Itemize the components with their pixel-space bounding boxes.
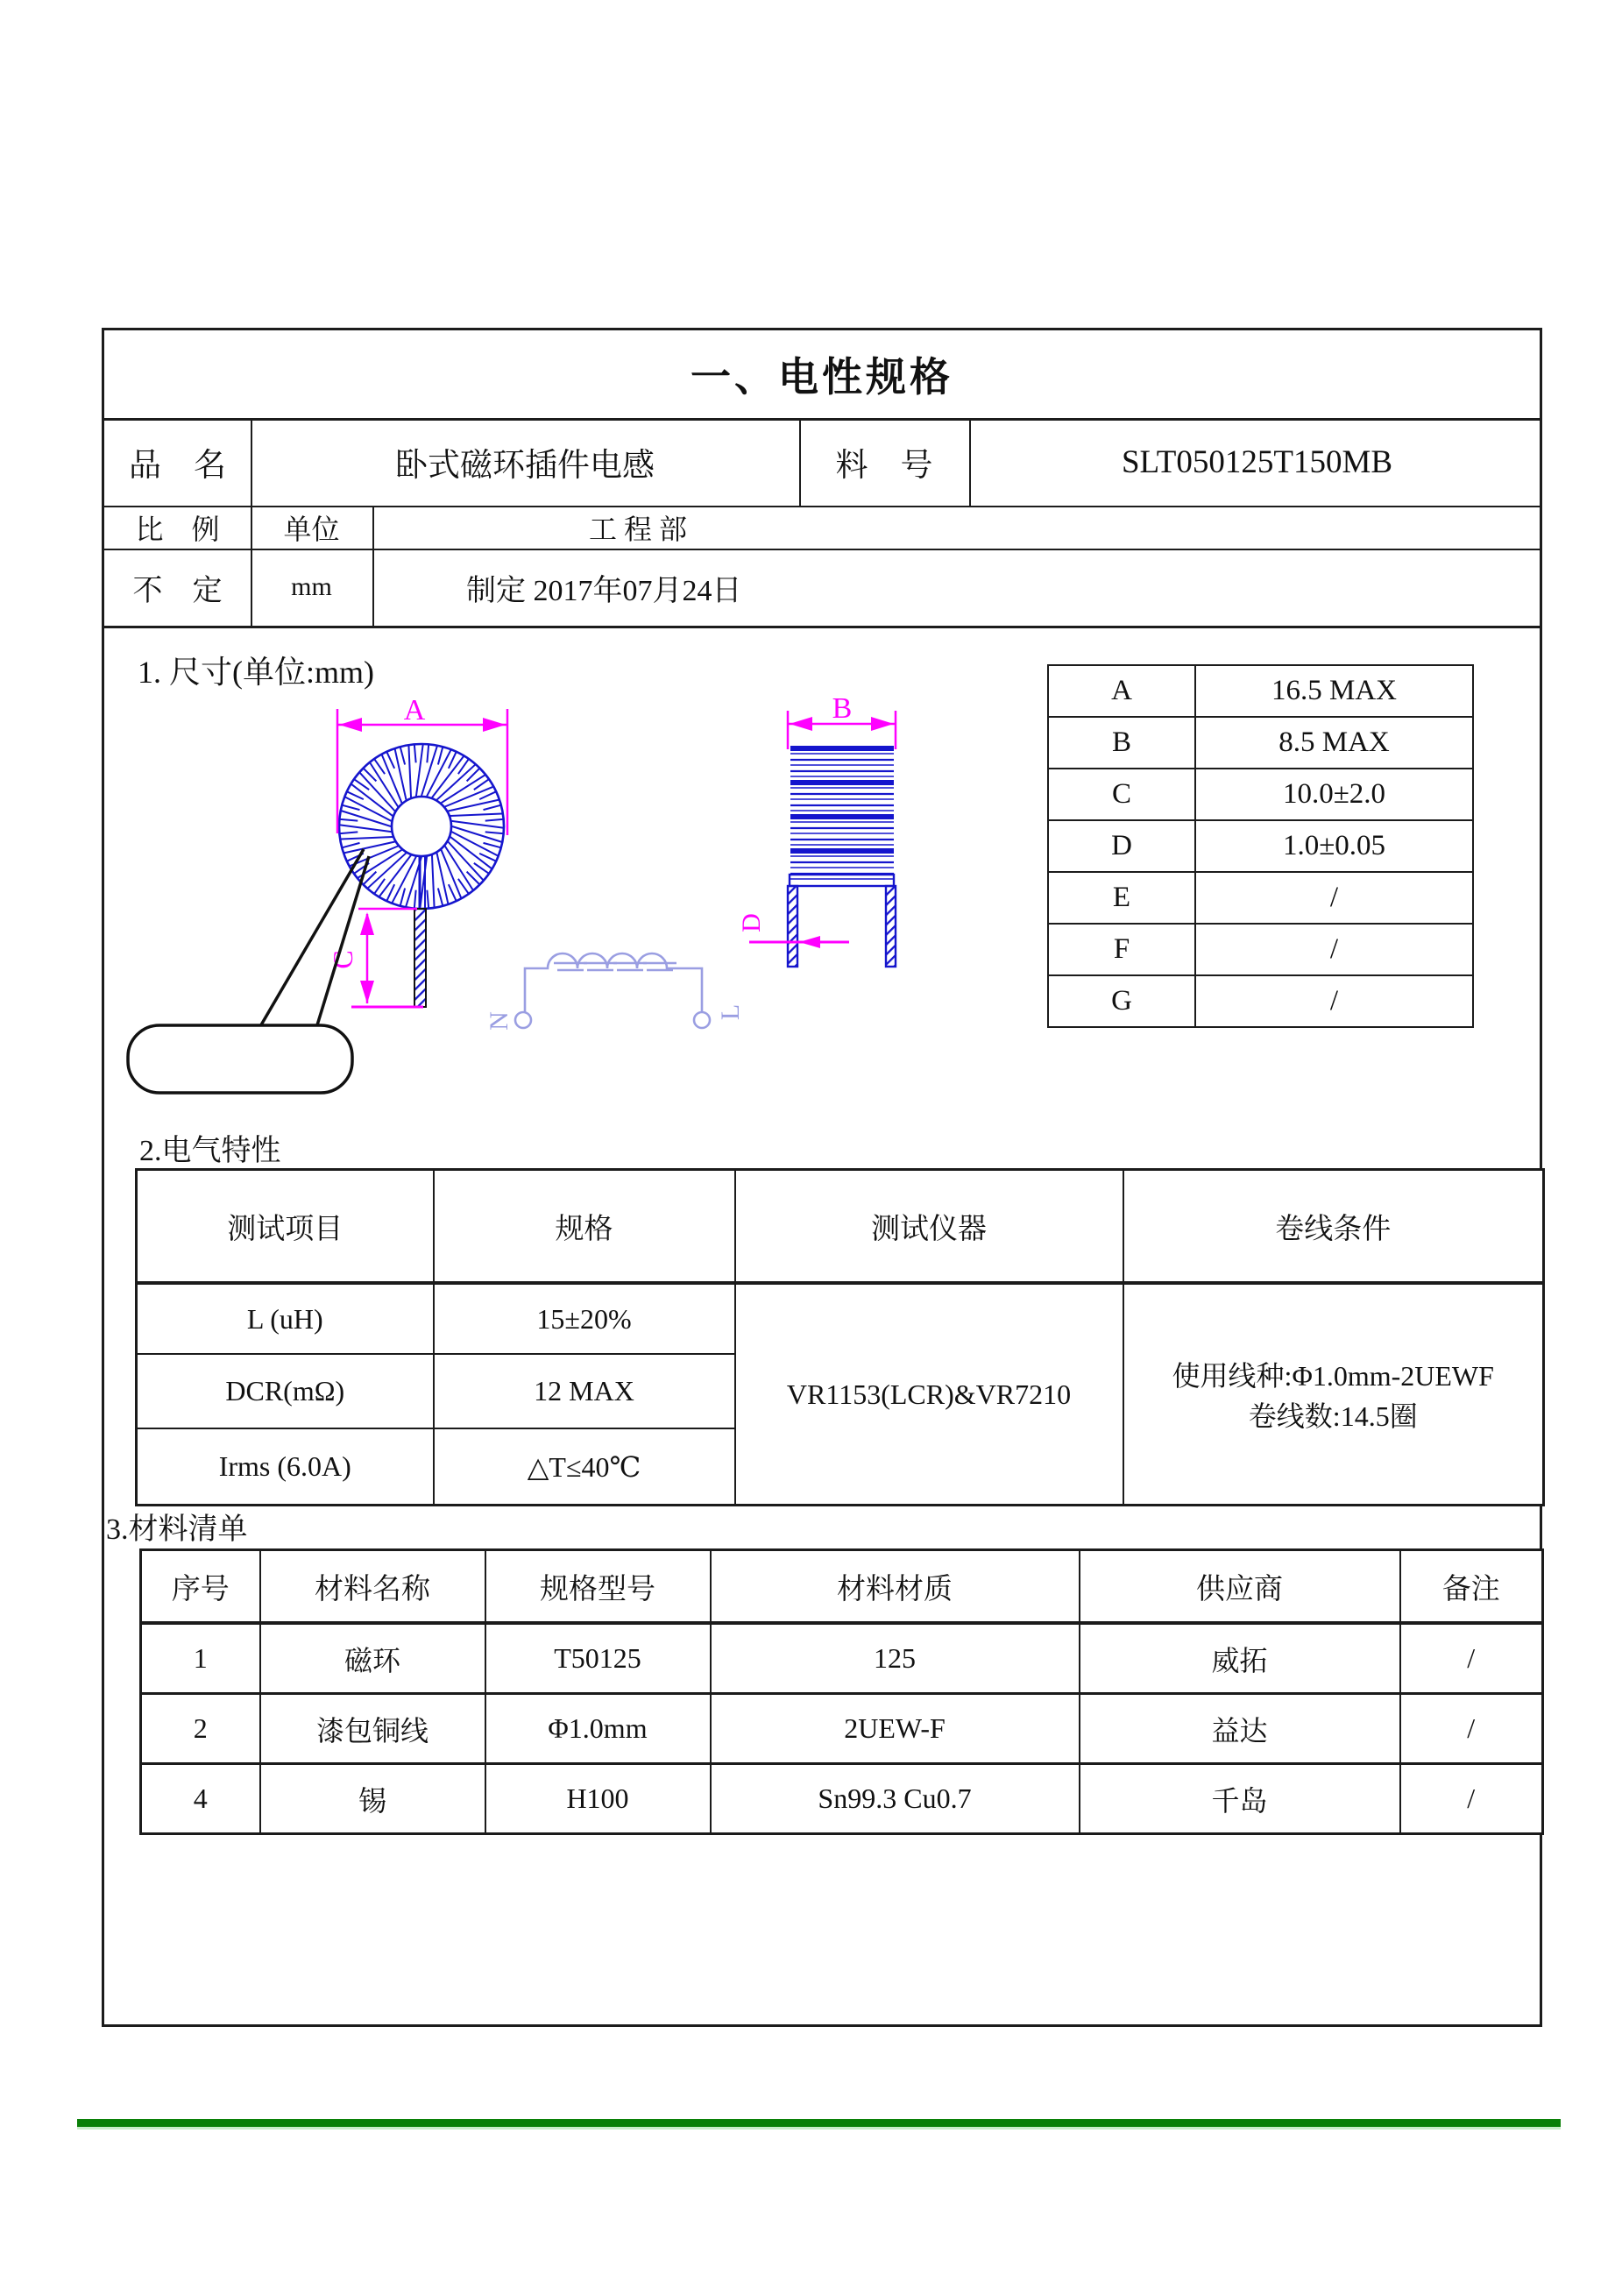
- scale-value: 不 定: [132, 574, 223, 607]
- dim-A: [337, 709, 507, 835]
- schematic-label-L: L: [716, 1003, 745, 1021]
- department-value: 工 程 部: [588, 513, 687, 545]
- dim-name: E: [1048, 872, 1195, 924]
- main-spec-table: [102, 328, 1542, 2027]
- column-header: 测试项目: [137, 1170, 434, 1284]
- table-row: [1048, 769, 1473, 820]
- table-row: [141, 1623, 1543, 1694]
- dim-name: F: [1048, 924, 1195, 975]
- table-row: [141, 1694, 1543, 1764]
- mat-material: 125: [711, 1623, 1080, 1694]
- dim-value: /: [1195, 872, 1473, 924]
- dim-label-A: A: [403, 694, 426, 726]
- page-title: 一、电性规格: [691, 354, 953, 400]
- dim-value: 16.5 MAX: [1195, 665, 1473, 717]
- winding-line: 卷线数:14.5圈: [1248, 1400, 1418, 1432]
- dim-value: 8.5 MAX: [1195, 717, 1473, 769]
- lead-wire-front: [414, 909, 426, 1007]
- materials-table: [139, 1548, 1544, 1835]
- table-header-row: [137, 1170, 1544, 1284]
- test-instrument: VR1153(LCR)&VR7210: [735, 1283, 1123, 1506]
- mat-model: Φ1.0mm: [485, 1694, 711, 1764]
- table-header-row: [141, 1550, 1543, 1624]
- dim-label-D: D: [737, 913, 766, 932]
- grid-line: [104, 626, 1540, 628]
- column-header: 备注: [1400, 1550, 1543, 1624]
- dim-name: D: [1048, 820, 1195, 872]
- mat-remark: /: [1400, 1694, 1543, 1764]
- toroid-windings: [340, 745, 503, 908]
- dim-value: /: [1195, 924, 1473, 975]
- issued-date: 制定 2017年07月24日: [466, 574, 742, 607]
- section2-heading: 2.电气特性: [139, 1135, 281, 1167]
- unit-value: mm: [291, 572, 332, 601]
- table-row: [1048, 717, 1473, 769]
- part-number-label: 料 号: [835, 448, 933, 484]
- mat-model: T50125: [485, 1623, 711, 1694]
- column-header: 序号: [141, 1550, 260, 1624]
- dim-label-C: C: [327, 950, 358, 969]
- dim-C: [351, 909, 423, 1007]
- mat-material: 2UEW-F: [711, 1694, 1080, 1764]
- schematic-label-N: N: [485, 1011, 514, 1031]
- product-name-label: 品 名: [129, 448, 226, 484]
- scale-label: 比 例: [135, 513, 220, 545]
- inductor-schematic: [515, 953, 710, 1028]
- dim-value: 1.0±0.05: [1195, 820, 1473, 872]
- sideview-turns: [790, 748, 894, 879]
- part-number-value: SLT050125T150MB: [1121, 443, 1393, 480]
- dim-name: B: [1048, 717, 1195, 769]
- mat-remark: /: [1400, 1623, 1543, 1694]
- mat-name: 锡: [260, 1764, 485, 1834]
- column-header: 测试仪器: [735, 1170, 1123, 1284]
- table-row: [1048, 665, 1473, 717]
- table-row: [1048, 924, 1473, 975]
- test-spec: △T≤40℃: [434, 1428, 735, 1506]
- callout-balloon: [128, 849, 369, 1093]
- dim-value: 10.0±2.0: [1195, 769, 1473, 820]
- table-row: [1048, 872, 1473, 924]
- mat-no: 4: [141, 1764, 260, 1834]
- dim-value: /: [1195, 975, 1473, 1027]
- mat-no: 2: [141, 1694, 260, 1764]
- mat-material: Sn99.3 Cu0.7: [711, 1764, 1080, 1834]
- dim-label-B: B: [832, 692, 853, 725]
- mat-supplier: 益达: [1080, 1694, 1400, 1764]
- dim-name: A: [1048, 665, 1195, 717]
- footer-green-rule-highlight: [77, 2127, 1561, 2129]
- dim-D: [749, 936, 849, 948]
- dimension-drawing: [113, 681, 989, 1172]
- table-row: [141, 1764, 1543, 1834]
- table-row: [137, 1283, 1544, 1354]
- test-item: Irms (6.0A): [137, 1428, 434, 1506]
- column-header: 规格型号: [485, 1550, 711, 1624]
- test-item: DCR(mΩ): [137, 1354, 434, 1428]
- electrical-table: [135, 1168, 1545, 1506]
- product-name-value: 卧式磁环插件电感: [395, 448, 655, 484]
- mat-name: 漆包铜线: [260, 1694, 485, 1764]
- mat-supplier: 威拓: [1080, 1623, 1400, 1694]
- test-spec: 12 MAX: [434, 1354, 735, 1428]
- dim-name: C: [1048, 769, 1195, 820]
- table-row: [1048, 820, 1473, 872]
- mat-remark: /: [1400, 1764, 1543, 1834]
- unit-label: 单位: [283, 513, 340, 545]
- section3-heading: 3.材料清单: [106, 1513, 248, 1546]
- column-header: 规格: [434, 1170, 735, 1284]
- column-header: 材料名称: [260, 1550, 485, 1624]
- table-row: [1048, 975, 1473, 1027]
- dimension-table: [1047, 664, 1474, 1028]
- section1-heading: 1. 尺寸(单位:mm): [138, 655, 374, 690]
- test-spec: 15±20%: [434, 1283, 735, 1354]
- mat-no: 1: [141, 1623, 260, 1694]
- mat-model: H100: [485, 1764, 711, 1834]
- test-item: L (uH): [137, 1283, 434, 1354]
- column-header: 供应商: [1080, 1550, 1400, 1624]
- winding-condition: [1123, 1283, 1544, 1506]
- column-header: 卷线条件: [1123, 1170, 1544, 1284]
- dim-name: G: [1048, 975, 1195, 1027]
- mat-name: 磁环: [260, 1623, 485, 1694]
- winding-line: 使用线种:Φ1.0mm-2UEWF: [1172, 1360, 1494, 1392]
- column-header: 材料材质: [711, 1550, 1080, 1624]
- toroid-side-view: [788, 748, 896, 967]
- footer-green-rule: [77, 2119, 1561, 2127]
- mat-supplier: 千岛: [1080, 1764, 1400, 1834]
- toroid-front-view: [339, 744, 504, 909]
